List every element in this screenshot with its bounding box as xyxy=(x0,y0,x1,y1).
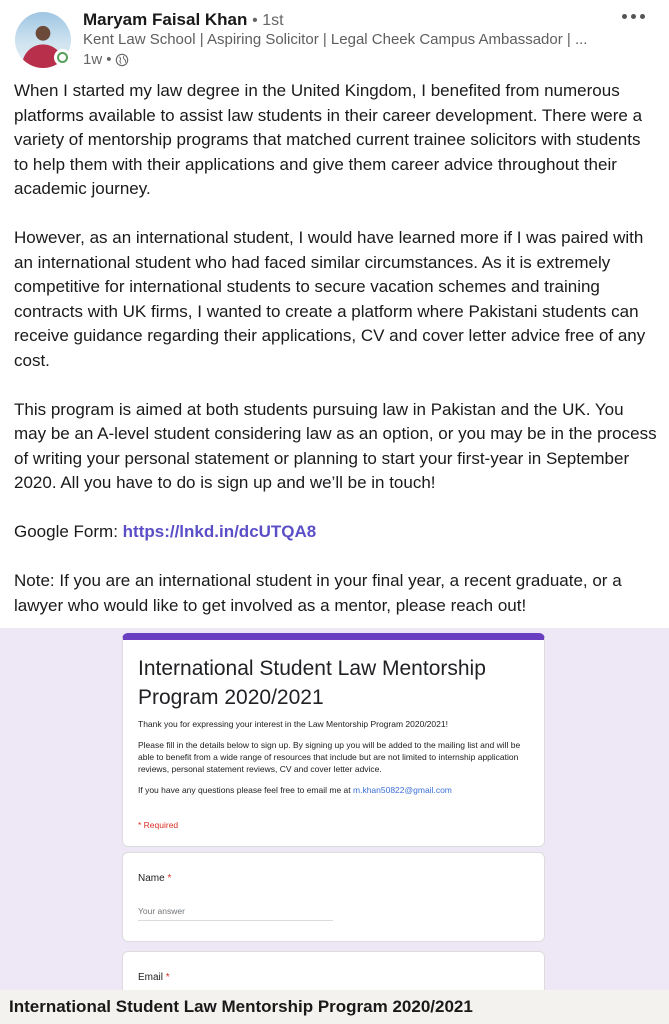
link-preview-image[interactable] xyxy=(0,628,669,990)
name-answer-field: Your answer xyxy=(138,906,333,921)
online-status-icon xyxy=(54,49,71,66)
form-link[interactable]: https://lnkd.in/dcUTQA8 xyxy=(122,522,317,541)
author-name[interactable]: Maryam Faisal Khan xyxy=(83,10,248,29)
author-line xyxy=(83,9,284,32)
post-header xyxy=(0,0,669,72)
post-meta xyxy=(83,50,129,70)
post-paragraph: When I started my law degree in the United Kingdom, I benefited from numerous platforms available to assist law students in their career development. There were a variety of mentorship programs that matched current trainee solicitors with students to help them with their applications and give them career advice throughout their academic journey. xyxy=(14,81,643,198)
post-note: Note: If you are an international student in your final year, a recent graduate, or a lawyer who would like to get involved as a mentor, please reach out! xyxy=(14,571,622,615)
post-time: 1w xyxy=(83,51,103,68)
connection-degree: • 1st xyxy=(252,12,284,29)
meta-separator: • xyxy=(106,51,112,68)
form-name-card xyxy=(122,852,545,942)
post-paragraph: However, as an international student, I would have learned more if I was paired with an international student who had faced similar circumstances. As it is extremely competitive for international students to secure vacation schemes and training contracts with UK firms, I wanted to create a platform where Pakistani students can receive guidance regarding their applications, CV and cover letter advice free of any cost. xyxy=(14,228,646,370)
form-link-line: Google Form: https://lnkd.in/dcUTQA8 xyxy=(14,522,317,541)
name-question: Name * xyxy=(138,873,172,884)
globe-icon xyxy=(115,53,129,67)
post-text xyxy=(14,79,659,643)
form-email-card xyxy=(122,951,545,990)
email-question: Email * xyxy=(138,972,170,983)
required-note: * Required xyxy=(138,820,179,830)
form-description: Thank you for expressing your interest in the Law Mentorship Program 2020/2021! Please fill in the details below to sign up. By signing up you will be added to the mailing list and will be able to benefit from a wide range of resources that include but are not limited to internship application reviews, personal statement reviews, CV and cover letter advice. If you have any questions please feel free to email me at m.khan50822@gmail.com xyxy=(138,719,521,795)
more-options-icon[interactable] xyxy=(622,10,652,22)
form-title: International Student Law Mentorship Program 2020/2021 xyxy=(138,657,486,709)
form-email-link: m.khan50822@gmail.com xyxy=(353,785,452,795)
form-header-card xyxy=(122,633,545,847)
post-paragraph: This program is aimed at both students pursuing law in Pakistan and the UK. You may be an A-level student considering law as an option, or you may be in the process of writing your personal statement or planning to start your first-year in September 2020. All you have to do is sign up and we’ll be in touch! xyxy=(14,399,657,492)
author-headline: Kent Law School | Aspiring Solicitor | Legal Cheek Campus Ambassador | ... xyxy=(83,31,588,48)
link-preview-title[interactable]: International Student Law Mentorship Program 2020/2021 xyxy=(0,990,669,1024)
